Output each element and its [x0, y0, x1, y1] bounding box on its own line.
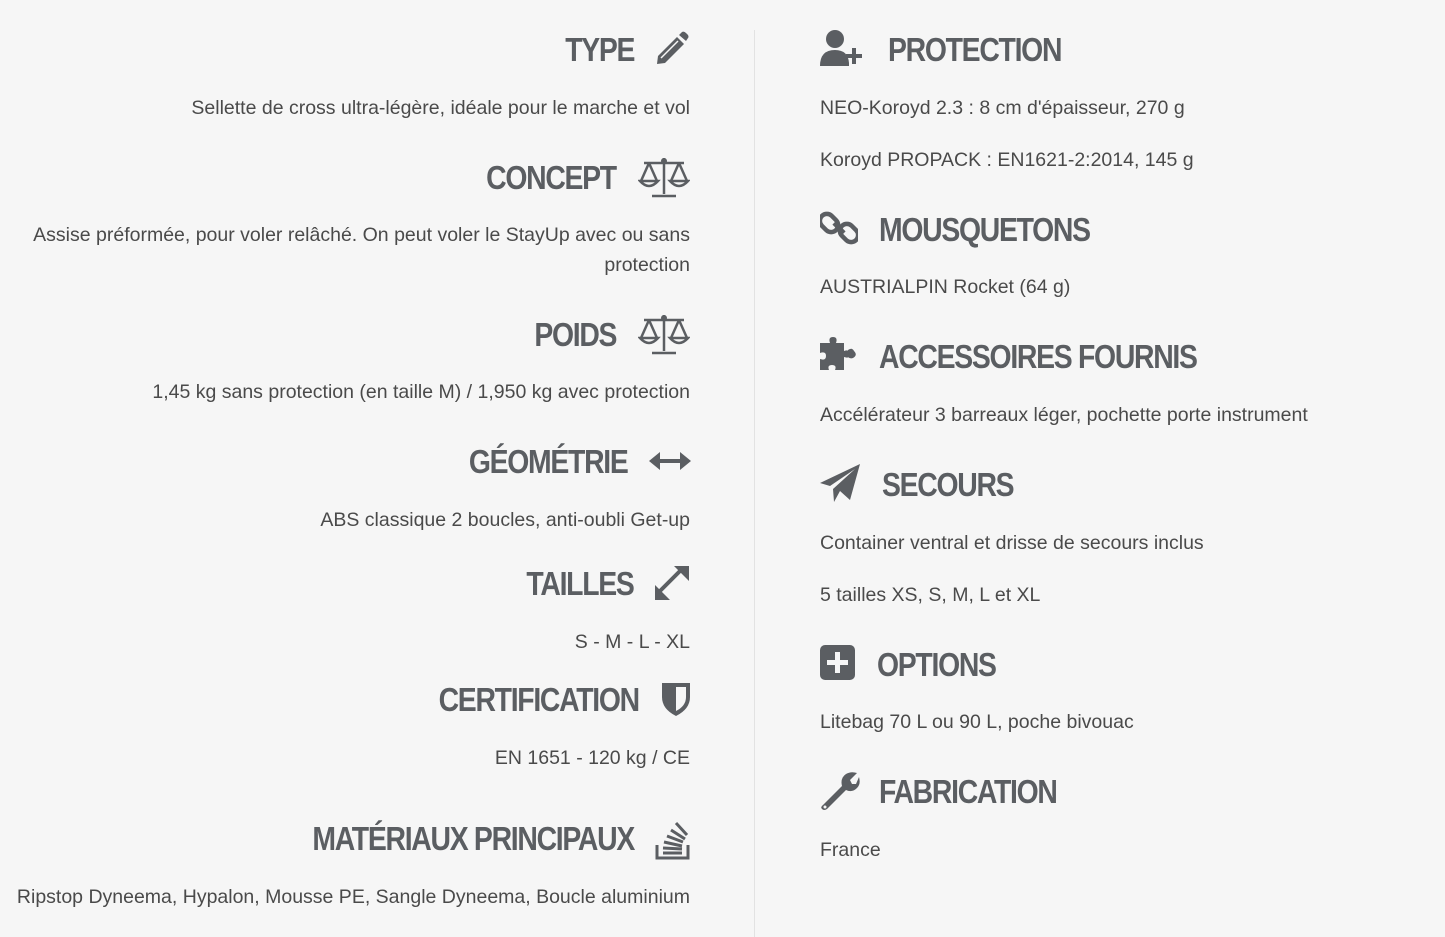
pencil-icon: [654, 31, 690, 67]
section-title-fabrication: FABRICATION: [879, 773, 1057, 810]
section-text-secours-1: Container ventral et drisse de secours inclus: [820, 532, 1204, 554]
balance-scale-icon: [638, 156, 690, 198]
puzzle-icon: [820, 337, 858, 371]
section-text-concept-line1: Assise préformée, pour voler relâché. On peut voler le StayUp avec ou sans: [33, 224, 690, 246]
section-text-accessoires: Accélérateur 3 barreaux léger, pochette porte instrument: [820, 404, 1308, 426]
section-text-materiaux: Ripstop Dyneema, Hypalon, Mousse PE, Sangle Dyneema, Boucle aluminium: [16, 886, 690, 908]
section-title-type: TYPE: [565, 31, 634, 68]
plus-square-icon: [820, 645, 856, 681]
expand-arrows-icon: [654, 565, 690, 601]
section-title-materiaux: MATÉRIAUX PRINCIPAUX: [312, 820, 634, 857]
section-title-options: OPTIONS: [877, 646, 996, 683]
section-title-poids: POIDS: [534, 316, 616, 353]
balance-scale-icon: [638, 313, 690, 355]
section-title-tailles: TAILLES: [526, 565, 634, 602]
section-text-type: Sellette de cross ultra-légère, idéale pour le marche et vol: [191, 97, 690, 119]
section-text-protection-2: Koroyd PROPACK : EN1621-2:2014, 145 g: [820, 149, 1194, 171]
section-title-geometrie: GÉOMÉTRIE: [469, 443, 628, 480]
section-text-certification: EN 1651 - 120 kg / CE: [494, 747, 690, 769]
section-text-options: Litebag 70 L ou 90 L, poche bivouac: [820, 711, 1134, 733]
section-title-secours: SECOURS: [882, 466, 1014, 503]
section-text-fabrication: France: [820, 839, 881, 861]
column-divider: [754, 30, 755, 937]
paper-plane-icon: [820, 464, 860, 504]
user-plus-icon: [820, 29, 868, 67]
section-title-accessoires: ACCESSOIRES FOURNIS: [879, 338, 1197, 375]
shield-icon: [660, 681, 692, 717]
section-title-certification: CERTIFICATION: [438, 681, 639, 718]
section-text-geometrie: ABS classique 2 boucles, anti-oubli Get-up: [320, 509, 690, 531]
section-text-mousquetons: AUSTRIALPIN Rocket (64 g): [820, 276, 1071, 298]
section-title-concept: CONCEPT: [486, 159, 616, 196]
section-text-poids: 1,45 kg sans protection (en taille M) / 1,950 kg avec protection: [152, 381, 690, 403]
section-text-protection-1: NEO-Koroyd 2.3 : 8 cm d'épaisseur, 270 g: [820, 97, 1185, 119]
section-title-mousquetons: MOUSQUETONS: [879, 211, 1090, 248]
chain-link-icon: [820, 209, 858, 247]
section-text-tailles: S - M - L - XL: [574, 631, 690, 653]
section-text-concept-line2: protection: [604, 254, 690, 276]
section-text-secours-2: 5 tailles XS, S, M, L et XL: [820, 584, 1041, 606]
stack-icon: [655, 817, 691, 861]
horizontal-arrows-icon: [649, 450, 691, 472]
wrench-icon: [820, 772, 860, 812]
section-title-protection: PROTECTION: [888, 31, 1062, 68]
